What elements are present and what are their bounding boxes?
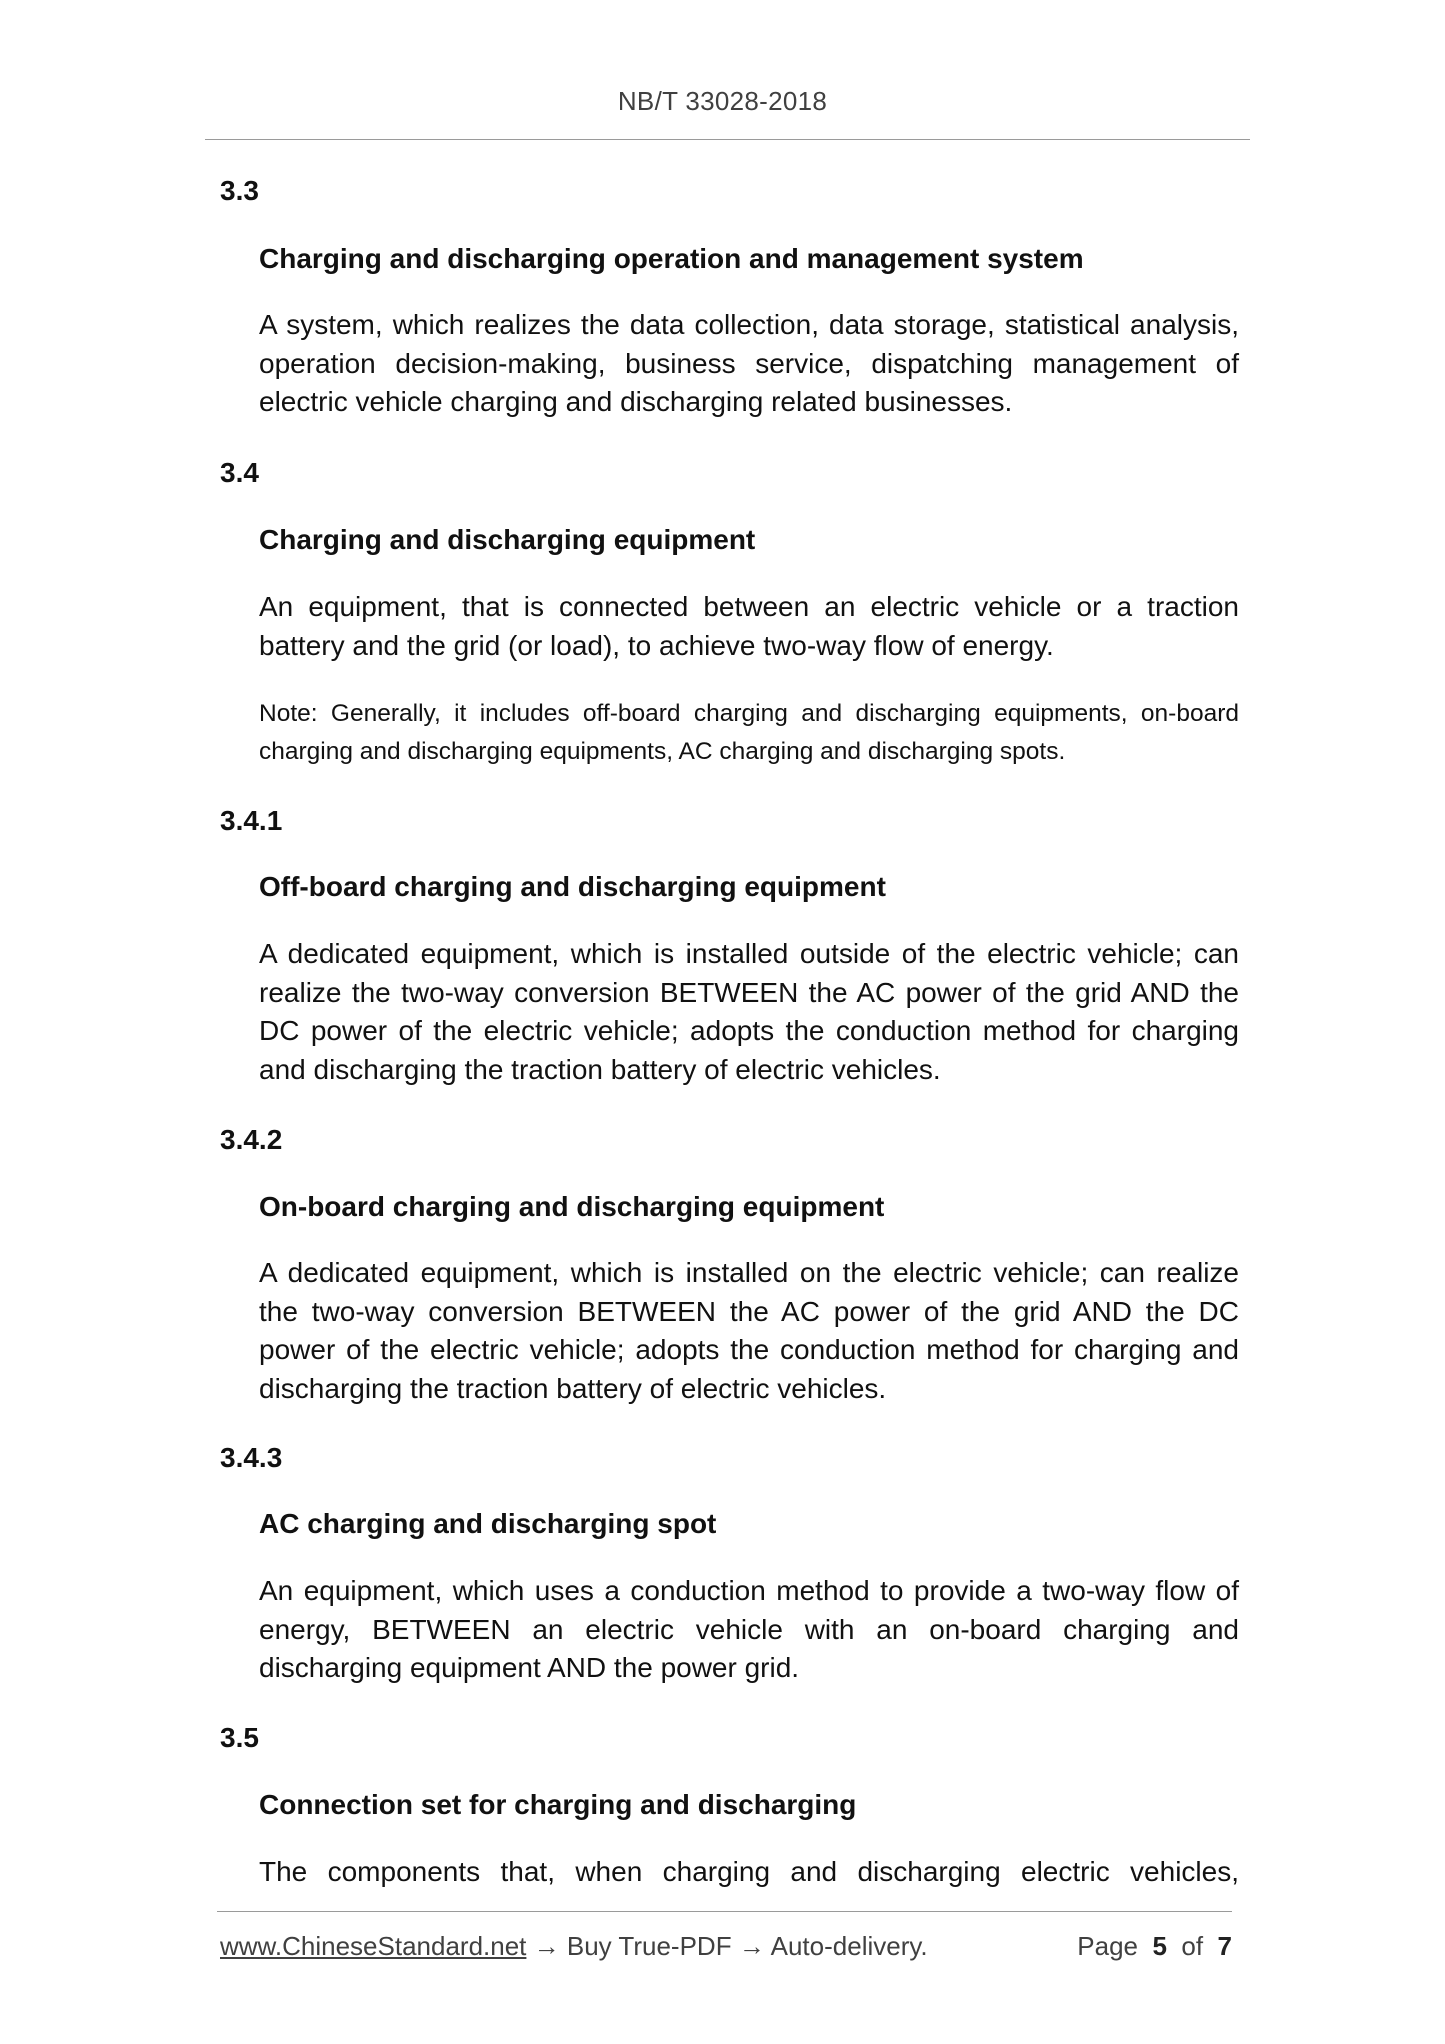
page-total: 7: [1217, 1931, 1232, 1961]
document-header-code: NB/T 33028-2018: [617, 86, 828, 116]
section-number: 3.4.1: [220, 805, 283, 836]
page-footer: [220, 1928, 1232, 1968]
section-number: 3.3: [220, 175, 259, 206]
section-definition: A system, which realizes the data collection, data storage, statistical analysis, operation decision-making, business service, dispatching management of electric vehicle charging and discharging related businesses.: [259, 309, 1239, 417]
page-current: 5: [1152, 1931, 1167, 1961]
footer-divider: [217, 1911, 1232, 1912]
page-indicator: [1077, 1928, 1232, 1964]
arrow-icon: →: [738, 1931, 765, 1961]
section-number: 3.4.3: [220, 1442, 283, 1473]
section-definition: An equipment, which uses a conduction method to provide a two-way flow of energy, BETWEEN an electric vehicle with an on-board charging and discharging equipment AND the power grid.: [259, 1575, 1239, 1683]
delivery-text: Auto-delivery.: [770, 1931, 928, 1961]
section-number: 3.4: [220, 457, 259, 488]
section-note: Note: Generally, it includes off-board charging and discharging equipments, on-board charging and discharging equipments, AC charging and discharging spots.: [259, 700, 1239, 765]
website-link[interactable]: www.ChineseStandard.net: [220, 1931, 527, 1961]
section-number: 3.5: [220, 1722, 259, 1753]
section-term: AC charging and discharging spot: [259, 1508, 717, 1539]
section-definition: An equipment, that is connected between an electric vehicle or a traction battery and the grid (or load), to achieve two-way flow of energy.: [259, 591, 1239, 661]
section-term: Connection set for charging and discharging: [259, 1789, 857, 1820]
page-of-label: of: [1181, 1931, 1204, 1961]
section-term: On-board charging and discharging equipment: [259, 1191, 885, 1222]
section-term: Charging and discharging operation and management system: [259, 243, 1084, 274]
section-term: Off-board charging and discharging equipment: [259, 871, 886, 902]
section-definition: The components that, when charging and discharging electric vehicles,: [259, 1856, 1239, 1887]
header-divider: [205, 139, 1250, 140]
section-definition: A dedicated equipment, which is installed on the electric vehicle; can realize the two-way conversion BETWEEN the AC power of the grid AND the DC power of the electric vehicle; adopts the conduction method for charging and discharging the traction battery of electric vehicles.: [259, 1257, 1239, 1404]
section-definition: A dedicated equipment, which is installed outside of the electric vehicle; can realize the two-way conversion BETWEEN the AC power of the grid AND the DC power of the electric vehicle; adopts the conduction method for charging and discharging the traction battery of electric vehicles.: [259, 938, 1239, 1085]
buy-text: Buy True-PDF: [566, 1931, 732, 1961]
section-number: 3.4.2: [220, 1124, 283, 1155]
footer-promo: [220, 1928, 928, 1964]
section-term: Charging and discharging equipment: [259, 524, 756, 555]
arrow-icon: →: [533, 1931, 560, 1961]
page-label: Page: [1077, 1931, 1139, 1961]
